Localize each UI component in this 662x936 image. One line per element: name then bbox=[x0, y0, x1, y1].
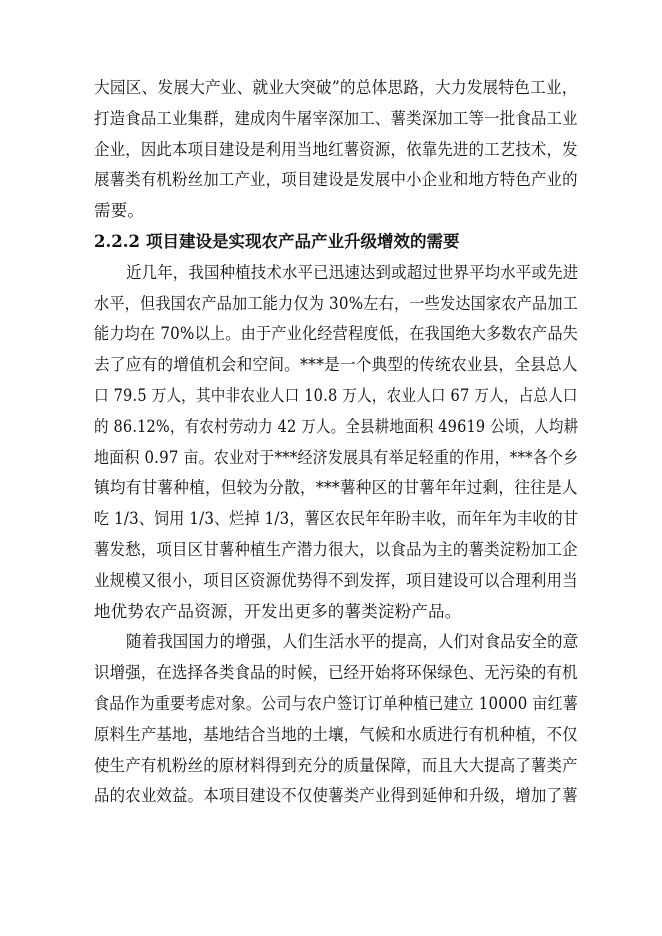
paragraph-2-line-7: 地面积 0.97 亩。农业对于***经济发展具有举足轻重的作用，***各个乡 bbox=[94, 447, 579, 467]
paragraph-2-line-5: 口 79.5 万人，其中非农业人口 10.8 万人，农业人口 67 万人，占总人口 bbox=[94, 386, 578, 405]
paragraph-1-line-5: 需要。 bbox=[94, 201, 145, 221]
paragraph-1-line-2: 打造食品工业集群，建成肉牛屠宰深加工、薯类深加工等一批食品工业 bbox=[94, 108, 578, 128]
section-number: 2.2.2 bbox=[94, 232, 140, 251]
paragraph-2-line-9: 吃 1/3、饲用 1/3、烂掉 1/3，薯区农民年年盼丰收，而年年为丰收的甘 bbox=[94, 509, 579, 529]
paragraph-3-line-4: 原料生产基地，基地结合当地的土壤，气候和水质进行有机种植，不仅 bbox=[94, 724, 578, 744]
section-heading bbox=[94, 232, 578, 252]
paragraph-2-line-10: 薯发愁，项目区甘薯种植生产潜力很大，以食品为主的薯类淀粉加工企 bbox=[94, 540, 578, 559]
paragraph-3-line-6: 品的农业效益。本项目建设不仅使薯类产业得到延伸和升级，增加了薯 bbox=[94, 786, 578, 806]
section-title: 项目建设是实现农产品产业升级增效的需要 bbox=[146, 232, 460, 251]
paragraph-1-line-1: 大园区、发展大产业、就业大突破”的总体思路，大力发展特色工业， bbox=[94, 78, 578, 97]
paragraph-2-line-11: 业规模又很小，项目区资源优势得不到发挥，项目建设可以合理利用当 bbox=[94, 570, 578, 590]
paragraph-2-line-8: 镇均有甘薯种植，但较为分散，***薯种区的甘薯年年过剩，往往是人 bbox=[94, 478, 578, 498]
paragraph-1-line-4: 展薯类有机粉丝加工产业，项目建设是发展中小企业和地方特色产业的 bbox=[94, 170, 578, 190]
paragraph-3-line-2: 识增强，在选择各类食品的时候，已经开始将环保绿色、无污染的有机 bbox=[94, 663, 578, 683]
paragraph-2-line-4: 去了应有的增值机会和空间。***是一个典型的传统农业县，全县总人 bbox=[94, 355, 578, 375]
paragraph-3-line-1: 随着我国国力的增强，人们生活水平的提高，人们对食品安全的意 bbox=[126, 632, 579, 652]
paragraph-3-line-3: 食品作为重要考虑对象。公司与农户签订订单种植已建立 10000 亩红薯 bbox=[94, 694, 578, 713]
paragraph-1-line-3: 企业，因此本项目建设是利用当地红薯资源，依靠先进的工艺技术，发 bbox=[94, 139, 578, 159]
paragraph-2-line-6: 的 86.12%，有农村劳动力 42 万人。全县耕地面积 49619 公顷，人均耕 bbox=[94, 416, 579, 436]
paragraph-2-line-1: 近几年，我国种植技术水平已迅速达到或超过世界平均水平或先进 bbox=[126, 262, 579, 282]
paragraph-3-line-5: 使生产有机粉丝的原材料得到充分的质量保障，而且大大提高了薯类产 bbox=[94, 755, 578, 775]
paragraph-2-line-12: 地优势农产品资源，开发出更多的薯类淀粉产品。 bbox=[94, 601, 462, 621]
paragraph-2-line-2: 水平，但我国农产品加工能力仅为 30%左右，一些发达国家农产品加工 bbox=[94, 293, 579, 313]
paragraph-2-line-3: 能力均在 70%以上。由于产业化经营程度低，在我国绝大多数农产品失 bbox=[94, 324, 579, 344]
